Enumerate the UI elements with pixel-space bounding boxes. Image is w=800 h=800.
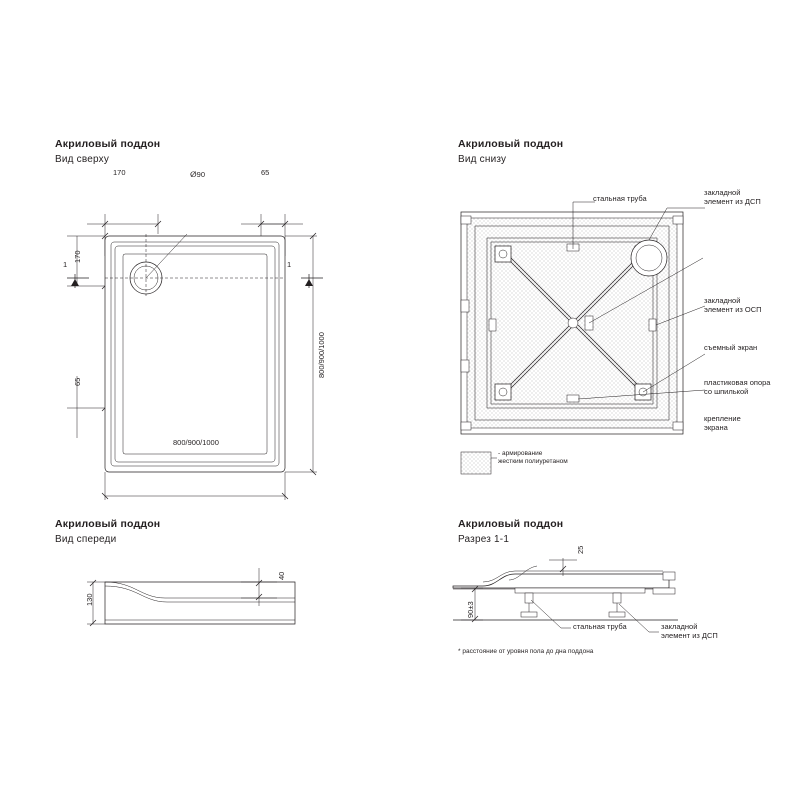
view-front-subtitle: Вид спереди xyxy=(55,534,117,545)
view-top-title: Акриловый поддон xyxy=(55,138,161,150)
view-section-subtitle: Разрез 1-1 xyxy=(458,534,510,545)
dim-drain-diameter: ⵁ90 xyxy=(190,170,205,179)
dim-vert-65: 65 xyxy=(73,377,82,386)
dim-top-offset-left: 170 xyxy=(113,168,126,177)
view-bottom-drawing xyxy=(453,194,773,484)
view-front-title: Акриловый поддон xyxy=(55,518,161,530)
dim-front-height: 130 xyxy=(85,593,94,606)
dim-section-floor: 90±3 xyxy=(466,601,475,618)
dim-height-top-view: 800/900/1000 xyxy=(317,332,326,378)
callout-screen-mount: крепление экрана xyxy=(704,414,741,433)
view-bottom-subtitle: Вид снизу xyxy=(458,154,507,165)
view-bottom-title: Акриловый поддон xyxy=(458,138,564,150)
callout-section-steel-tube: стальная труба xyxy=(573,622,627,631)
dim-width-top-view: 800/900/1000 xyxy=(173,438,219,447)
view-section-title: Акриловый поддон xyxy=(458,518,564,530)
section-note: * расстояние от уровня пола до дна поддона xyxy=(458,648,594,655)
view-top-drawing xyxy=(45,176,345,466)
view-section xyxy=(458,518,778,655)
view-top-subtitle: Вид сверху xyxy=(55,154,110,165)
dim-section-top: 25 xyxy=(576,545,585,554)
view-bottom xyxy=(458,138,778,478)
section-mark-left: 1 xyxy=(63,260,68,269)
view-front xyxy=(55,518,355,638)
dim-front-lip: 40 xyxy=(277,571,286,580)
dim-vert-170: 170 xyxy=(73,250,82,263)
callout-section-dsp-insert: закладной элемент из ДСП xyxy=(661,622,718,641)
view-top xyxy=(55,138,355,468)
callout-dsp-insert: закладной элемент из ДСП xyxy=(704,188,761,207)
callout-steel-tube: стальная труба xyxy=(593,194,647,203)
callout-plastic-support: пластиковая опора со шпилькой xyxy=(704,378,771,397)
legend-polyurethane: - армирование жестким полиуретаном xyxy=(498,450,568,466)
section-mark-right: 1 xyxy=(287,260,292,269)
callout-removable-screen: съемный экран xyxy=(704,343,758,352)
dim-top-offset-right: 65 xyxy=(261,168,270,177)
callout-osp-insert: закладной элемент из ОСП xyxy=(704,296,762,315)
